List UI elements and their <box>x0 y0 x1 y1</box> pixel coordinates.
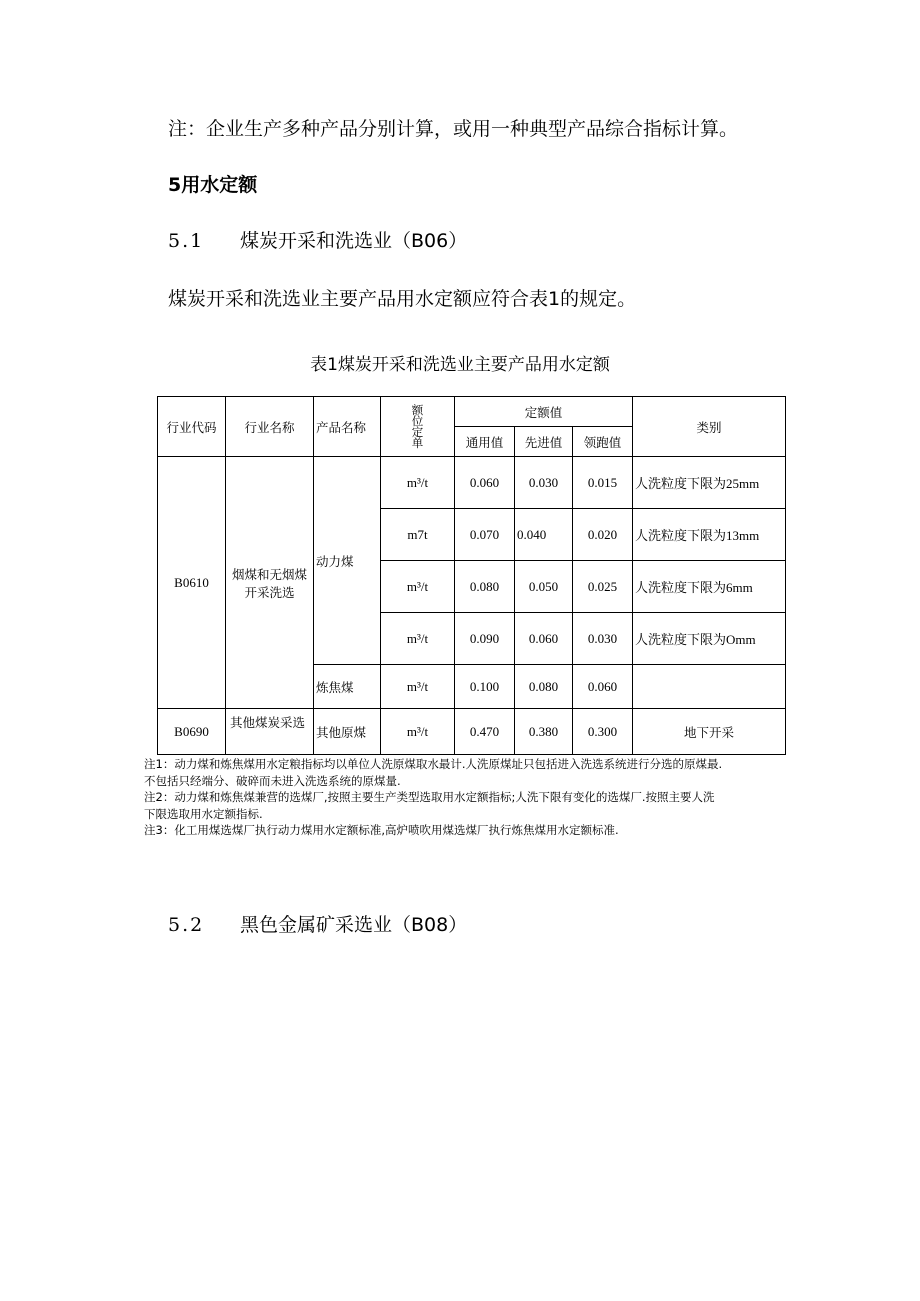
note-line: 不包括只经端分、破碎而未进入洗选系统的原煤量. <box>144 773 401 788</box>
unit-cell: m³/t <box>381 613 455 665</box>
advanced-value-cell: 0.030 <box>515 457 573 509</box>
unit-cell: m7t <box>381 509 455 561</box>
section-heading-5: 5用水定额 <box>168 174 258 196</box>
header-industry-name: 行业名称 <box>226 397 314 457</box>
leading-value-cell: 0.060 <box>573 665 633 709</box>
section-heading-5-2 <box>168 910 467 937</box>
general-value-cell: 0.060 <box>455 457 515 509</box>
water-quota-table <box>157 396 786 755</box>
header-leading: 领跑值 <box>573 427 633 457</box>
section-heading-5-1 <box>168 226 467 253</box>
unit-cell: m³/t <box>381 561 455 613</box>
unit-cell: m³/t <box>381 665 455 709</box>
table-notes <box>144 756 816 839</box>
table-row <box>158 457 786 509</box>
category-cell: 人洗粒度下限为Omm <box>633 613 786 665</box>
leading-value-cell: 0.030 <box>573 613 633 665</box>
header-product-name: 产品名称 <box>314 397 381 457</box>
section-title: 黑色金属矿采选业（B08） <box>240 914 468 936</box>
category-cell: 人洗粒度下限为25mm <box>633 457 786 509</box>
header-industry-code: 行业代码 <box>158 397 226 457</box>
general-value-cell: 0.090 <box>455 613 515 665</box>
section-number: 5.2 <box>168 914 205 936</box>
unit-cell: m³/t <box>381 709 455 755</box>
section-number: 5.1 <box>168 230 205 252</box>
general-value-cell: 0.470 <box>455 709 515 755</box>
note-line: 注3：化工用煤选煤厂执行动力煤用水定额标准,高炉喷吹用煤选煤厂执行炼焦煤用水定额标准. <box>144 823 619 837</box>
header-quota: 定额值 <box>455 397 633 427</box>
industry-code-cell: B0690 <box>158 709 226 755</box>
category-cell <box>633 665 786 709</box>
leading-value-cell: 0.300 <box>573 709 633 755</box>
note-line: 下限选取用水定额指标. <box>144 806 263 821</box>
leading-value-cell: 0.020 <box>573 509 633 561</box>
product-cell: 动力煤 <box>314 457 381 665</box>
leading-value-cell: 0.025 <box>573 561 633 613</box>
intro-paragraph: 煤炭开采和洗选业主要产品用水定额应符合表1的规定。 <box>168 288 637 310</box>
advanced-value-cell: 0.050 <box>515 561 573 613</box>
advanced-value-cell: 0.040 <box>515 509 573 561</box>
advanced-value-cell: 0.060 <box>515 613 573 665</box>
general-value-cell: 0.080 <box>455 561 515 613</box>
header-unit: 额 位 定 单 <box>381 397 455 457</box>
category-cell: 地下开采 <box>633 709 786 755</box>
advanced-value-cell: 0.080 <box>515 665 573 709</box>
note-line: 注1：动力煤和炼焦煤用水定粮指标均以单位人洗原煤取水最计.人洗原煤址只包括进入洗选系统进行分选的原煤最. <box>144 757 723 771</box>
industry-code-cell: B0610 <box>158 457 226 709</box>
note-paragraph: 注：企业生产多种产品分别计算，或用一种典型产品综合指标计算。 <box>168 118 739 140</box>
section-title: 煤炭开采和洗选业（B06） <box>240 230 468 252</box>
note-line: 注2：动力煤和炼焦煤兼营的选煤厂,按照主要生产类型选取用水定额指标;人洗下限有变化的选煤厂.按照主要人洗 <box>144 790 715 804</box>
product-cell: 炼焦煤 <box>314 665 381 709</box>
header-advanced: 先进值 <box>515 427 573 457</box>
advanced-value-cell: 0.380 <box>515 709 573 755</box>
unit-cell: m³/t <box>381 457 455 509</box>
category-cell: 人洗粒度下限为13mm <box>633 509 786 561</box>
table-caption: 表1煤炭开采和洗选业主要产品用水定额 <box>310 355 610 375</box>
category-cell: 人洗粒度下限为6mm <box>633 561 786 613</box>
product-cell: 其他原煤 <box>314 709 381 755</box>
general-value-cell: 0.100 <box>455 665 515 709</box>
industry-name-cell: 烟煤和无烟煤 开采洗选 <box>226 457 314 709</box>
leading-value-cell: 0.015 <box>573 457 633 509</box>
general-value-cell: 0.070 <box>455 509 515 561</box>
header-general: 通用值 <box>455 427 515 457</box>
header-category: 类别 <box>633 397 786 457</box>
table-row <box>158 709 786 755</box>
industry-name-cell: 其他煤炭采选 <box>226 709 314 755</box>
